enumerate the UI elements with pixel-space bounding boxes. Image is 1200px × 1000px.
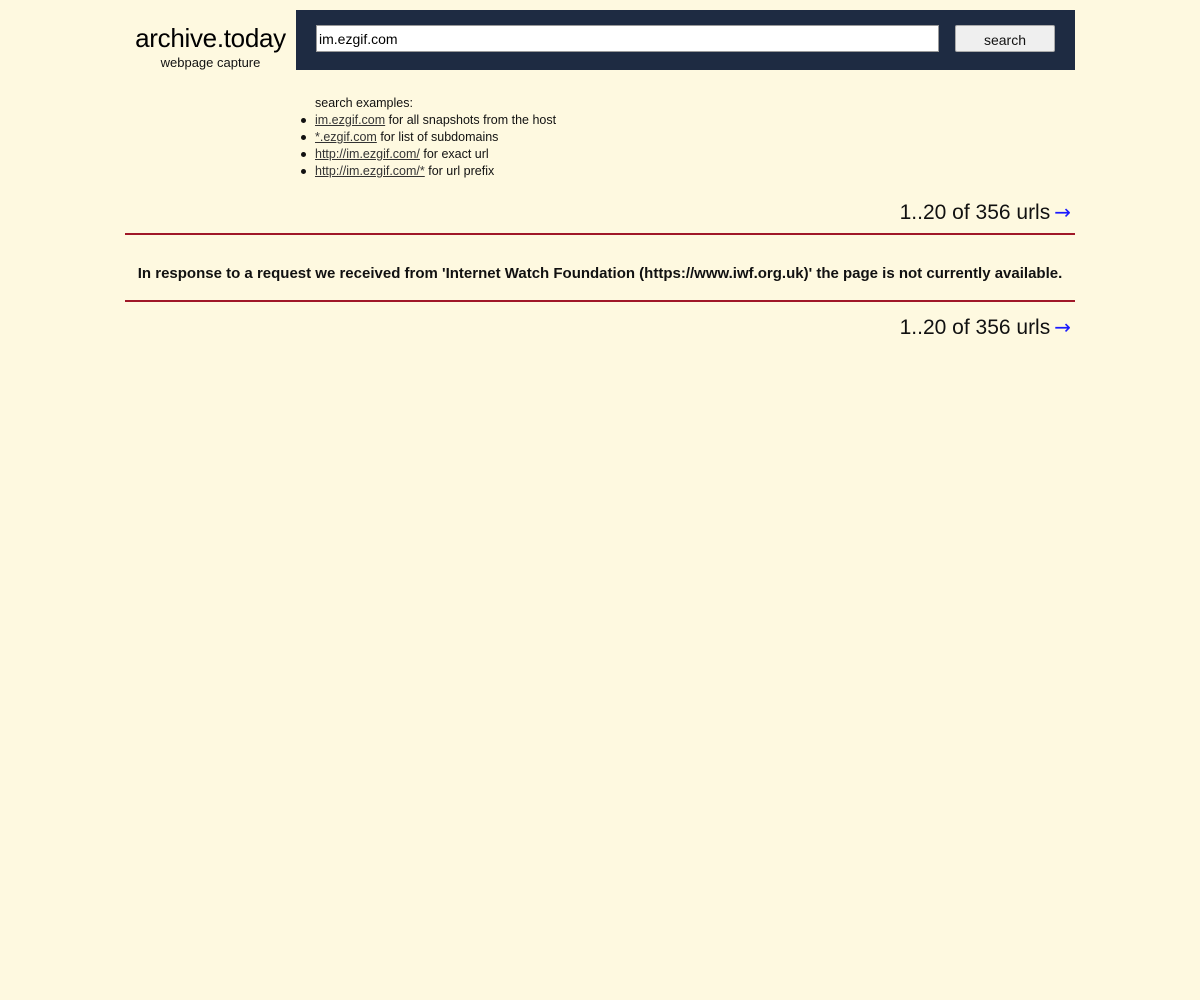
search-examples-title: search examples:: [315, 96, 413, 110]
bullet-icon: [301, 135, 306, 140]
search-input[interactable]: [316, 25, 939, 52]
next-page-arrow-icon[interactable]: →: [1054, 200, 1071, 224]
example-desc: for list of subdomains: [376, 130, 499, 144]
bullet-icon: [301, 169, 306, 174]
example-desc: for url prefix: [424, 164, 495, 178]
site-title[interactable]: archive.today: [135, 23, 286, 53]
list-item: [315, 129, 556, 146]
example-desc: for exact url: [419, 147, 489, 161]
search-examples-list: [315, 112, 556, 180]
divider: [125, 300, 1075, 302]
site-subtitle: webpage capture: [160, 55, 261, 70]
search-bar: [296, 10, 1075, 70]
pager-bottom: [900, 314, 1075, 341]
bullet-icon: [301, 152, 306, 157]
list-item: [315, 146, 556, 163]
search-examples: [315, 95, 556, 180]
removal-notice: In response to a request we received from 'Internet Watch Foundation (https://www.iwf.org.uk)' the page is not currently available.: [137, 265, 1063, 282]
pager-top: [900, 199, 1075, 226]
list-item: [315, 112, 556, 129]
logo[interactable]: [125, 10, 296, 70]
example-link-url-prefix[interactable]: http://im.ezgif.com/*: [315, 164, 425, 178]
example-desc: for all snapshots from the host: [385, 113, 557, 127]
example-link-subdomains[interactable]: *.ezgif.com: [315, 130, 377, 144]
bullet-icon: [301, 118, 306, 123]
pager-count: 1..20 of 356 urls: [899, 316, 1051, 339]
example-link-exact-url[interactable]: http://im.ezgif.com/: [315, 147, 420, 161]
divider: [125, 233, 1075, 235]
search-button[interactable]: search: [955, 25, 1055, 52]
pager-count: 1..20 of 356 urls: [899, 201, 1051, 224]
list-item: [315, 163, 556, 180]
example-link-host[interactable]: im.ezgif.com: [315, 113, 386, 127]
next-page-arrow-icon[interactable]: →: [1054, 315, 1071, 339]
